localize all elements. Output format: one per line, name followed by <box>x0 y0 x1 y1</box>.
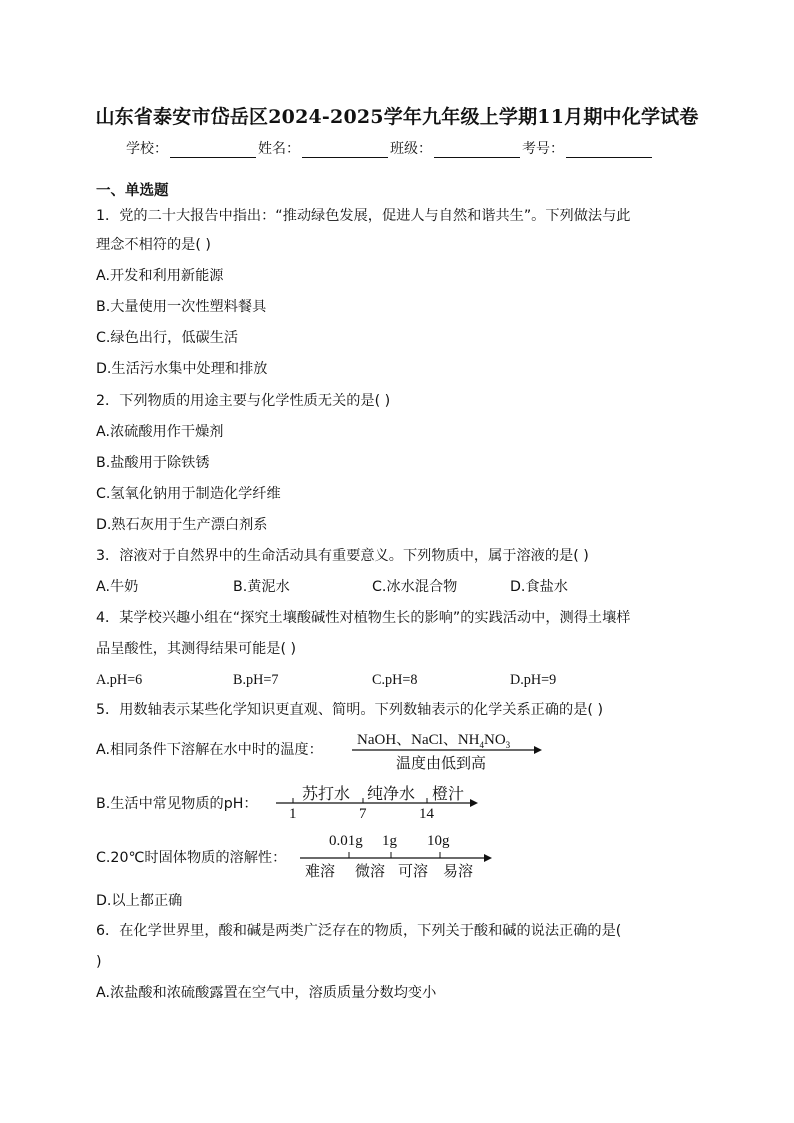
q1-option-a: A.开发和利用新能源 <box>96 268 224 284</box>
q5-option-d: D.以上都正确 <box>96 893 183 909</box>
school-blank[interactable] <box>170 141 256 158</box>
axis-b-arrow <box>276 796 480 810</box>
q4-option-d: D.pH=9 <box>510 672 557 688</box>
section-heading: 一、单选题 <box>96 183 169 199</box>
axis-c-bottom-easily-soluble: 易溶 <box>443 862 474 880</box>
axis-c-bottom-soluble: 可溶 <box>398 862 429 880</box>
q3-option-b: B.黄泥水 <box>233 579 290 595</box>
q4-option-a: A.pH=6 <box>96 672 143 688</box>
q5-option-b-label: B.生活中常见物质的pH： <box>96 796 258 812</box>
q3-option-a: A.牛奶 <box>96 579 139 595</box>
q6-option-a: A.浓盐酸和浓硫酸露置在空气中，溶质质量分数均变小 <box>96 985 437 1001</box>
q1-stem-line1: 1．党的二十大报告中指出：“推动绿色发展，促进人与自然和谐共生”。下列做法与此 <box>96 208 631 224</box>
axis-c-bottom-slightly-soluble: 微溶 <box>355 862 386 880</box>
axis-c-top-0.01g: 0.01g <box>329 833 363 849</box>
q2-option-a: A.浓硫酸用作干燥剂 <box>96 424 224 440</box>
q4-option-b: B.pH=7 <box>233 672 279 688</box>
axis-b-tick-label-7: 7 <box>359 806 367 822</box>
q6-stem-line1: 6．在化学世界里，酸和碱是两类广泛存在的物质，下列关于酸和碱的说法正确的是( <box>96 923 622 939</box>
q2-stem: 2．下列物质的用途主要与化学性质无关的是( ) <box>96 393 391 409</box>
axis-b-tick-label-1: 1 <box>289 806 297 822</box>
axis-b-label-orange-juice: 橙汁 <box>432 784 465 803</box>
axis-b-tick-label-14: 14 <box>419 806 434 822</box>
axis-a-bottom-label: 温度由低到高 <box>396 754 487 772</box>
q4-stem-line1: 4．某学校兴趣小组在“探究土壤酸碱性对植物生长的影响”的实践活动中，测得土壤样 <box>96 610 631 626</box>
student-info-row <box>126 138 654 158</box>
q3-stem: 3．溶液对于自然界中的生命活动具有重要意义。下列物质中，属于溶液的是( ) <box>96 548 589 564</box>
q4-stem-line2: 品呈酸性，其测得结果可能是( ) <box>96 641 297 657</box>
axis-a-sub3: 3 <box>505 740 511 750</box>
q2-option-b: B.盐酸用于除铁锈 <box>96 455 210 471</box>
q1-option-d: D.生活污水集中处理和排放 <box>96 361 268 377</box>
axis-c-top-10g: 10g <box>427 833 450 849</box>
axis-b-label-soda: 苏打水 <box>302 784 351 803</box>
axis-b-label-pure-water: 纯净水 <box>367 784 416 803</box>
q1-option-c: C.绿色出行，低碳生活 <box>96 330 239 346</box>
q2-option-d: D.熟石灰用于生产漂白剂系 <box>96 517 268 533</box>
axis-c-top-1g: 1g <box>382 833 397 849</box>
q6-stem-line2: ) <box>96 954 102 970</box>
q3-option-d: D.食盐水 <box>510 579 568 595</box>
exam-number-blank[interactable] <box>566 141 652 158</box>
name-label: 姓名： <box>258 141 300 157</box>
axis-a-top-text2: NO <box>483 732 506 748</box>
q1-option-b: B.大量使用一次性塑料餐具 <box>96 299 267 315</box>
q4-option-c: C.pH=8 <box>372 672 418 688</box>
axis-a-top-text1: NaOH、NaCl、NH <box>357 732 480 748</box>
q2-option-c: C.氢氧化钠用于制造化学纤维 <box>96 486 281 502</box>
q5-option-c-label: C.20℃时固体物质的溶解性： <box>96 850 287 866</box>
exam-number-label: 考号： <box>522 141 564 157</box>
q5-stem: 5．用数轴表示某些化学知识更直观、简明。下列数轴表示的化学关系正确的是( ) <box>96 702 603 718</box>
class-label: 班级： <box>390 141 432 157</box>
school-label: 学校： <box>126 141 168 157</box>
name-blank[interactable] <box>302 141 388 158</box>
exam-title: 山东省泰安市岱岳区2024-2025学年九年级上学期11月期中化学试卷 <box>95 106 699 128</box>
q1-stem-line2: 理念不相符的是( ) <box>96 237 211 253</box>
axis-c-bottom-insoluble: 难溶 <box>305 862 336 880</box>
class-blank[interactable] <box>434 141 520 158</box>
q3-option-c: C.冰水混合物 <box>372 579 458 595</box>
axis-a-sub4: 4 <box>479 740 484 750</box>
q5-option-a-label: A.相同条件下溶解在水中时的温度： <box>96 742 323 758</box>
